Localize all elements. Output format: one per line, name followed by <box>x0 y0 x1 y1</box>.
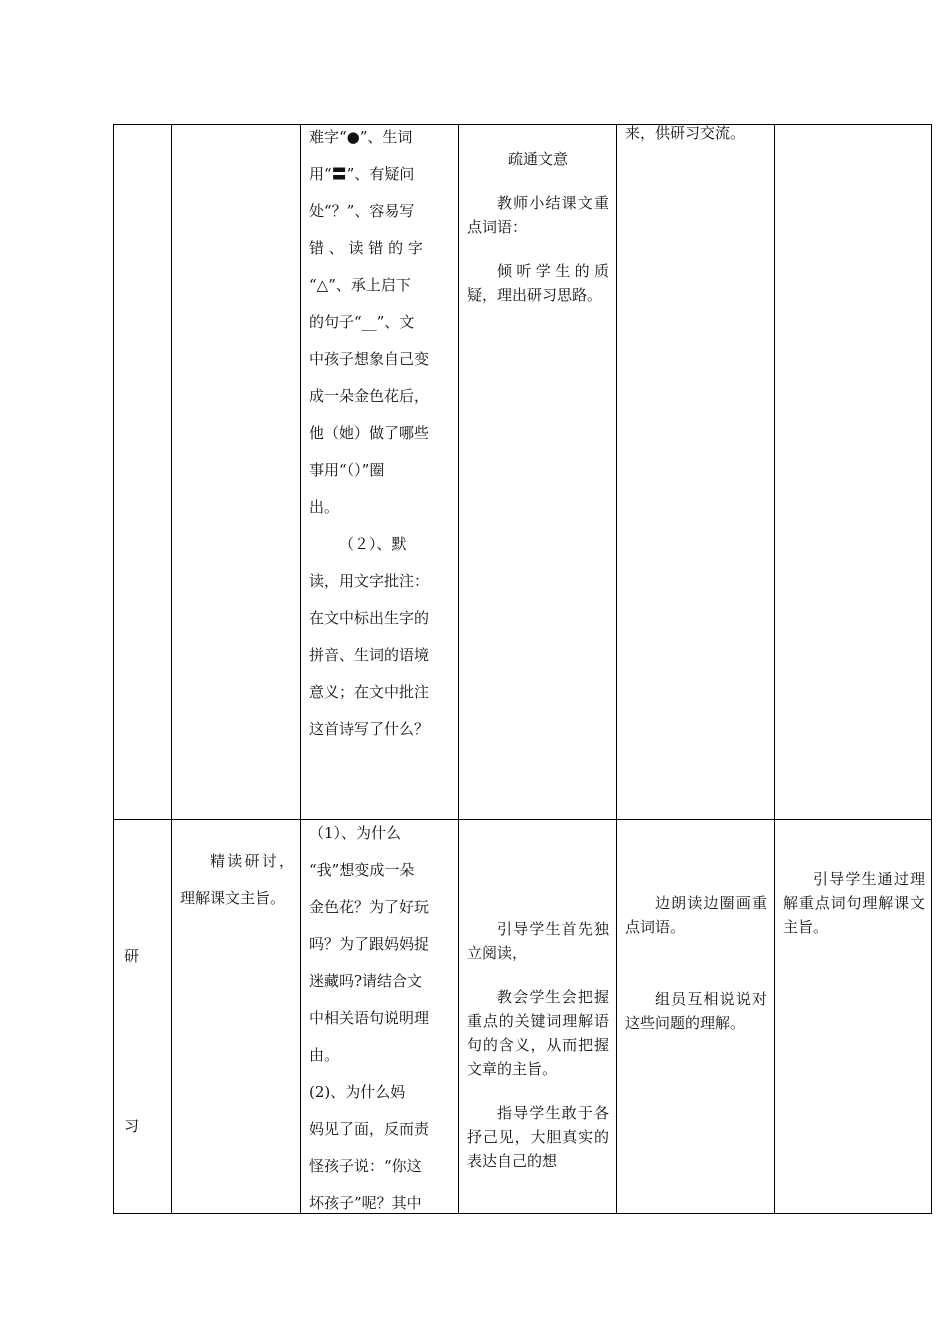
stage-label-2: 习 <box>124 1117 140 1135</box>
text-line: 读，用文字批注： <box>309 572 430 590</box>
text-line: 他（她）做了哪些 <box>309 424 430 442</box>
bottom-goal-cell <box>180 843 294 917</box>
text-para: 指导学生敢于各抒己见，大胆真实的表达自己的想 <box>467 1104 609 1170</box>
text-line: (2)、为什么妈 <box>309 1083 406 1101</box>
text-line: 用“〓”、有疑问 <box>309 165 415 183</box>
text-line: 中孩子想象自己变 <box>309 350 430 368</box>
text-para: 边朗读边圈画重点词语。 <box>625 894 767 936</box>
text-para: 引导学生首先独立阅读， <box>467 920 609 962</box>
text-para: 倾听学生的质疑，理出研习思路。 <box>467 262 609 304</box>
text-line: “我”想变成一朵 <box>309 861 415 879</box>
row-divider <box>114 819 931 820</box>
text-line: 怪孩子说：“你这 <box>309 1157 422 1175</box>
text-line: 由。 <box>309 1046 340 1064</box>
text-line: 迷藏吗?请结合文 <box>309 972 423 990</box>
text-para: 精读研讨，理解课文主旨。 <box>180 852 294 907</box>
text-line: 妈见了面，反而责 <box>309 1120 430 1138</box>
col-divider-1 <box>171 125 172 1213</box>
text-line: 这首诗写了什么？ <box>309 720 430 738</box>
text-line: 中相关语句说明理 <box>309 1009 430 1027</box>
bottom-teacher-cell <box>467 917 609 1173</box>
col-divider-2 <box>300 125 301 1213</box>
text-para: 引导学生通过理解重点词句理解课文主旨。 <box>783 870 925 936</box>
text-line: 难字“●”、生词 <box>309 128 413 146</box>
col-divider-3 <box>458 125 459 1213</box>
top-teacher-cell <box>467 147 609 307</box>
col-divider-5 <box>774 125 775 1213</box>
text-line: 事用“（）”圈 <box>309 461 385 479</box>
bottom-intent-cell <box>783 867 925 939</box>
text-line: “△”、承上启下 <box>309 276 411 294</box>
text-line: 坏孩子”呢？其中 <box>309 1194 422 1212</box>
text-para: 组员互相说说对这些问题的理解。 <box>625 990 767 1032</box>
text-line: 出。 <box>309 498 340 516</box>
stage-label-1: 研 <box>124 947 140 965</box>
text-line: （1）、为什么 <box>309 824 402 842</box>
lesson-plan-table <box>113 124 932 1214</box>
text-line: 在文中标出生字的 <box>309 609 430 627</box>
text-line: （２）、默 <box>339 535 407 553</box>
text-line: 拼音、生词的语境 <box>309 646 430 664</box>
text-line: 处“？”、容易写 <box>309 202 415 220</box>
text-para: 疏通文意 <box>507 150 568 168</box>
text-para: 教师小结课文重点词语： <box>467 194 609 236</box>
text-line: 的句子“__”、文 <box>309 313 415 331</box>
text-line: 错 、 读 错 的 字 <box>309 239 423 257</box>
bottom-activity-cell <box>309 815 451 1222</box>
col-divider-4 <box>616 125 617 1213</box>
top-student-cell <box>625 121 767 145</box>
text-line: 吗？为了跟妈妈捉 <box>309 935 430 953</box>
text-line: 意义；在文中批注 <box>309 683 430 701</box>
bottom-student-cell <box>625 891 767 1035</box>
text-para: 教会学生会把握重点的关键词理解语句的含义，从而把握文章的主旨。 <box>467 988 609 1078</box>
text-line: 成一朵金色花后， <box>309 387 430 405</box>
text-para: 来，供研习交流。 <box>625 124 746 142</box>
text-line: 金色花？为了好玩 <box>309 898 430 916</box>
top-activity-cell <box>309 119 451 748</box>
